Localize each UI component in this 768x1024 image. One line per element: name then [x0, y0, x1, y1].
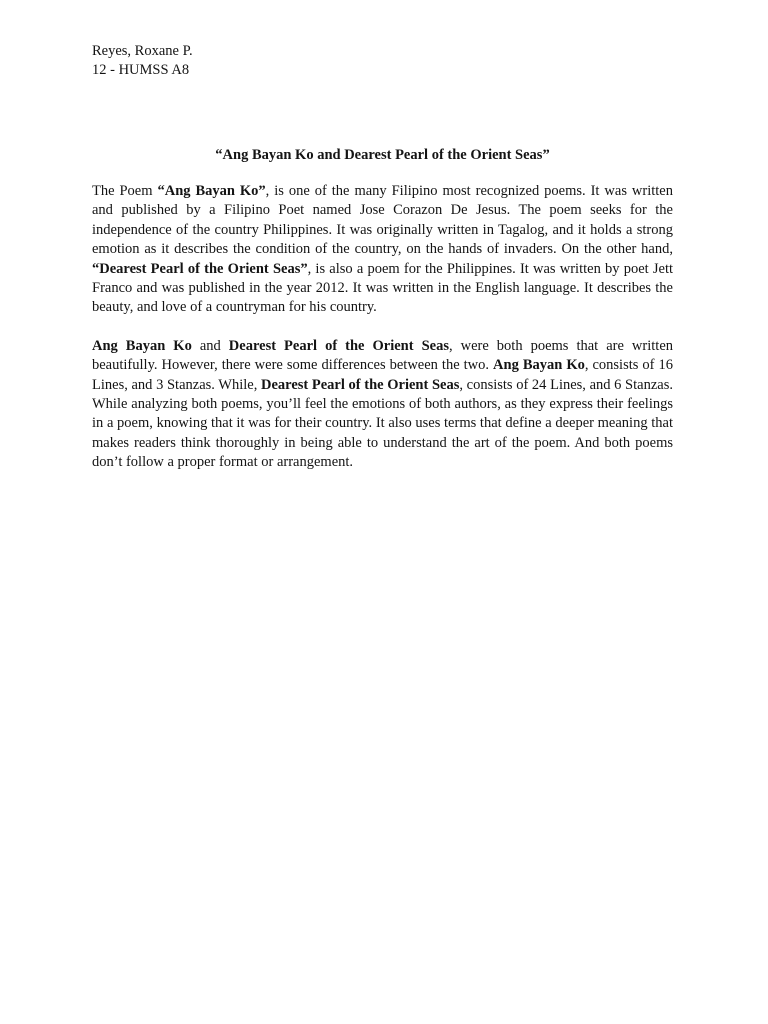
document-page [92, 42, 673, 473]
class-section: 12 - HUMSS A8 [92, 62, 190, 78]
paragraph-2-text: , were both poems that are written beautifully. However, there were some differences between the two. [92, 337, 674, 374]
poem-title-bold: Dearest Pearl of the Orient Seas [260, 376, 460, 393]
poem-title-bold: “Dearest Pearl of the Orient Seas” [92, 260, 308, 277]
poem-title-bold: Ang Bayan Ko [92, 337, 192, 354]
author-name: Reyes, Roxane P. [92, 43, 193, 59]
paragraph-2-text: , consists of 24 Lines, and 6 Stanzas. While analyzing both poems, you’ll feel the emotions of both authors, as they express their feelings in a poem, knowing that it was for their country. It also uses terms that define a deeper meaning that makes readers think thoroughly in being able to understand the art of the poem. And both poems don’t follow a proper format or arrangement. [92, 376, 673, 471]
paragraph-2 [92, 337, 673, 473]
poem-title-bold: Dearest Pearl of the Orient Seas [228, 337, 449, 354]
paragraph-2-text: , consists of 16 Lines, and 3 Stanzas. While, [92, 357, 673, 393]
paragraph-1 [92, 182, 673, 318]
paragraph-2-text: and [191, 337, 229, 354]
essay-title: “Ang Bayan Ko and Dearest Pearl of the Orient Seas” [215, 147, 550, 163]
poem-title-bold: Ang Bayan Ko [493, 357, 585, 374]
paragraph-1-text: , is also a poem for the Philippines. It was written by poet Jett Franco and was published in the year 2012. It was written in the English language. It describes the beauty, and love of a countryman for his country. [92, 260, 673, 316]
paragraph-1-text: , is one of the many Filipino most recognized poems. It was written and published by a Filipino Poet named Jose Corazon De Jesus. The poem seeks for the independence of the country Philippines. It was originally written in Tagalog, and it holds a strong emotion as it describes the condition of the country, on the hands of invaders. On the other hand, [92, 183, 673, 258]
poem-title-bold: “Ang Bayan Ko” [157, 183, 266, 199]
paragraph-1-text: The Poem [92, 183, 158, 199]
